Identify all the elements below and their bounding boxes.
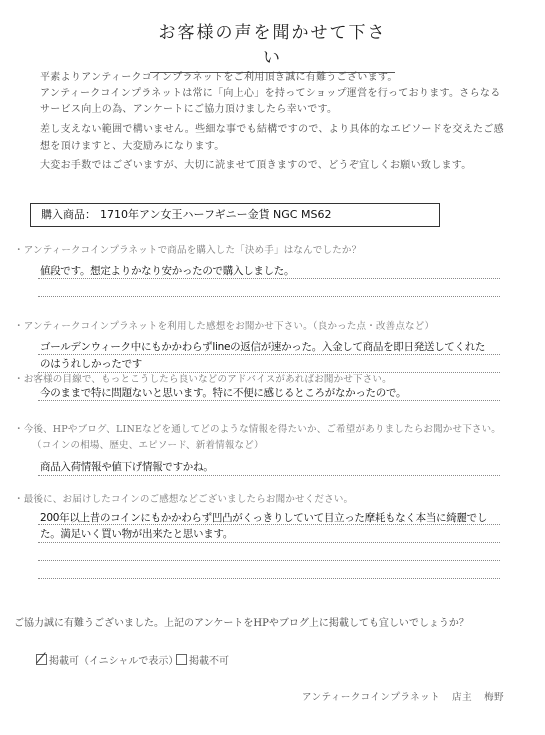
answer-5-line-1: 200年以上昔のコインにもかかわらず凹凸がくっきりしていて目立った摩耗もなく本当に綺麗でし — [40, 512, 488, 524]
option-allow[interactable] — [36, 652, 178, 667]
intro-line: アンティークコインプラネットは常に「向上心」を持ってショップ運営を行っております。さらなる — [40, 88, 501, 99]
question-5: ・最後に、お届けしたコインのご感想などございましたらお聞かせください。 — [14, 494, 354, 505]
intro-line: 差し支えない範囲で構いません。些細な事でも結構ですので、より具体的なエピソードを交えたご感 — [40, 124, 504, 135]
answer-3-line-1: 今のままで特に問題ないと思います。特に不便に感じるところがなかったので。 — [40, 387, 407, 399]
answer-rule — [38, 542, 500, 543]
intro-line: 平素よりアンティークコインプラネットをご利用頂き誠に有難うございます。 — [40, 72, 398, 83]
page-title: お客様の声を聞かせて下さい — [150, 18, 395, 73]
answer-rule — [38, 296, 500, 297]
question-2: ・アンティークコインプラネットを利用した感想をお聞かせ下さい。（良かった点・改善点など） — [14, 321, 435, 332]
answer-rule — [38, 524, 500, 525]
checkbox-allow[interactable] — [36, 654, 47, 665]
closing-question: ご協力誠に有難うございました。上記のアンケートをHPやブログ上に掲載しても宜しいでしょうか？ — [14, 618, 469, 629]
answer-5-line-2: た。満足いく買い物が出来たと思います。 — [40, 528, 233, 540]
signature-shop: アンティークコインプラネット — [302, 692, 441, 703]
answer-rule — [38, 354, 500, 355]
question-1: ・アンティークコインプラネットで商品を購入した「決め手」はなんでしたか？ — [14, 245, 362, 256]
option-deny[interactable] — [176, 652, 229, 667]
question-4-note: （コインの相場、歴史、エピソード、新着情報など） — [32, 440, 264, 451]
signature — [302, 689, 504, 703]
answer-2-line-1: ゴールデンウィーク中にもかかわらずlineの返信が速かった。入金して商品を即日発送してくれた — [40, 341, 486, 353]
checkbox-deny[interactable] — [176, 654, 187, 665]
question-4: ・今後、HPやブログ、LINEなどを通してどのような情報を得たいか、ご希望がありましたらお聞かせ下さい。 — [14, 424, 502, 435]
answer-2-line-2: のはうれしかったです — [40, 358, 142, 370]
answer-rule — [38, 400, 500, 401]
signature-title: 店主 — [452, 692, 473, 703]
answer-rule — [38, 278, 500, 279]
answer-4-line-1: 商品入荷情報や値下げ情報ですかね。 — [40, 461, 214, 473]
answer-rule — [38, 578, 500, 579]
answer-rule — [38, 475, 500, 476]
product-label: 購入商品： — [41, 208, 96, 221]
product-box — [30, 203, 440, 227]
intro-line: サービス向上の為、アンケートにご協力頂けましたら幸いです。 — [40, 104, 338, 115]
product-value: 1710年アン女王ハーフギニー金貨 NGC MS62 — [100, 208, 332, 221]
question-3: ・お客様の目線で、もっとこうしたら良いなどのアドバイスがあればお聞かせ下さい。 — [14, 374, 392, 385]
option-deny-label: 掲載不可 — [189, 656, 229, 667]
intro-line: 想を頂けますと、大変励みになります。 — [40, 141, 225, 152]
answer-1-line-1: 値段です。想定よりかなり安かったので購入しました。 — [40, 265, 295, 277]
signature-name: 梅野 — [484, 692, 505, 703]
option-allow-label: 掲載可（イニシャルで表示） — [49, 656, 179, 667]
answer-rule — [38, 560, 500, 561]
intro-line: 大変お手数ではございますが、大切に読ませて頂きますので、どうぞ宜しくお願い致します。 — [40, 160, 472, 171]
